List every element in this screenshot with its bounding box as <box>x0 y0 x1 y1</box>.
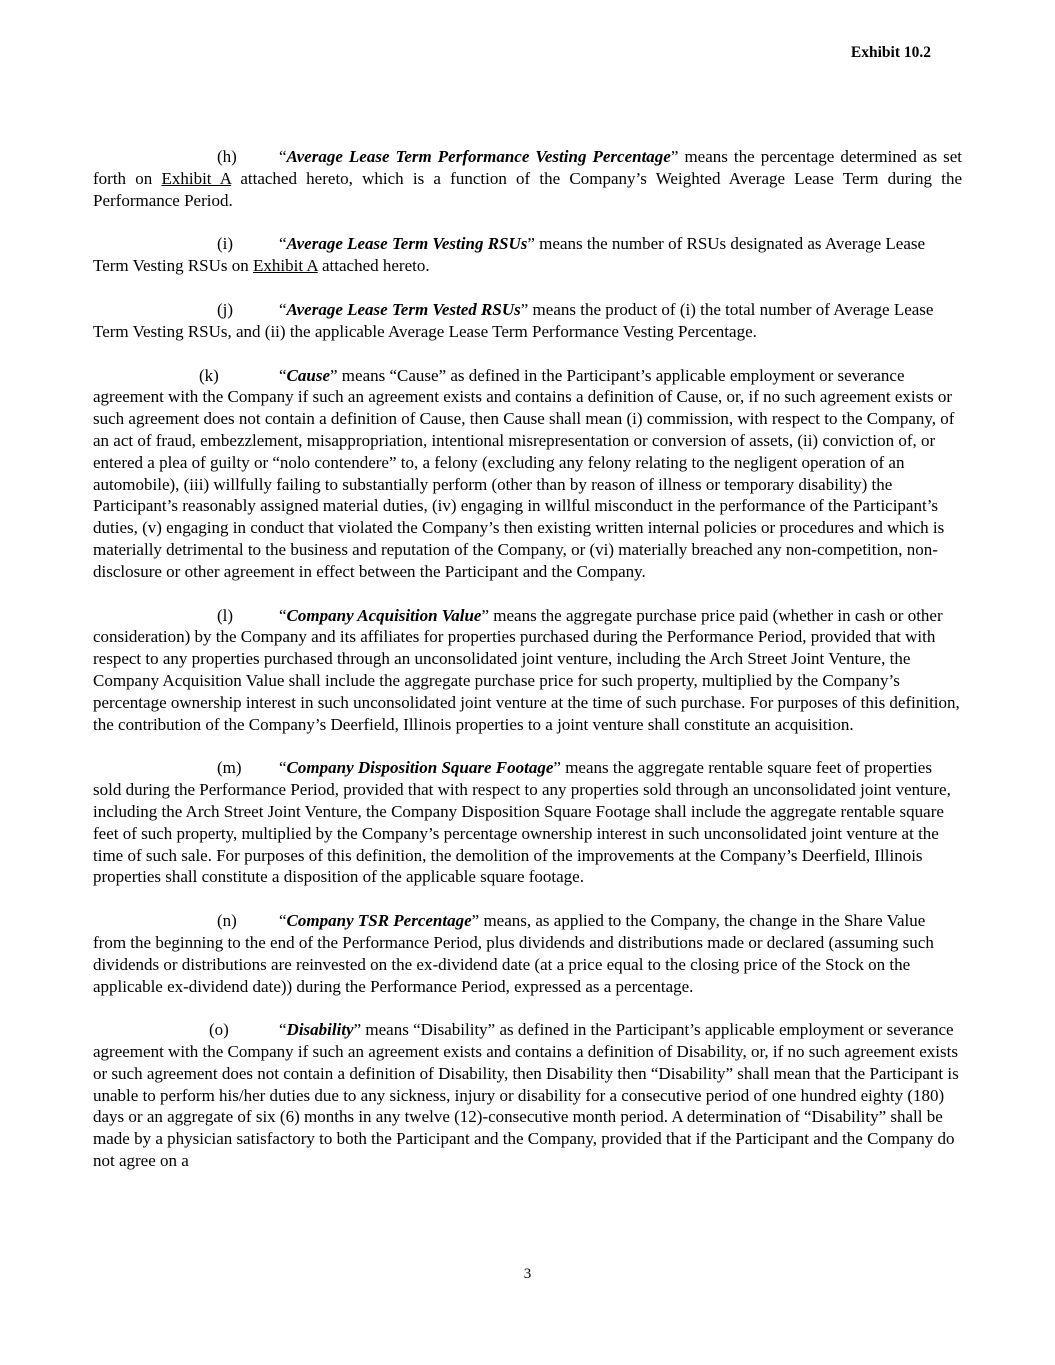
definition-o <box>93 1019 962 1172</box>
defined-term: Disability <box>286 1020 354 1040</box>
definition-text: ” means the number of RSUs designated as Average Lease Term Vesting RSUs on <box>93 234 926 276</box>
document-body <box>93 146 962 1194</box>
open-quote: “ <box>279 1020 287 1040</box>
definition-m <box>93 757 962 888</box>
defined-term: Average Lease Term Vested RSUs <box>286 299 521 319</box>
open-quote: “ <box>279 911 287 931</box>
defined-term: Company Disposition Square Footage <box>286 758 554 778</box>
open-quote: “ <box>279 605 287 625</box>
definition-text: attached hereto. <box>317 256 430 276</box>
definition-i <box>93 233 962 277</box>
definition-text: ” means “Cause” as defined in the Participant’s applicable employment or severance agreement with the Company if such an agreement exists and contains a definition of Cause, or, if no such agreement exists or such agreement does not contain a definition of Cause, then Cause shall mean (i) commission, with respect to the Company, of an act of fraud, embezzlement, misappropriation, intentional misrepresentation or conversion of assets, (ii) conviction of, or entered a plea of guilty or “nolo contendere” to, a felony (excluding any felony relating to the negligent operation of an automobile), (iii) willfully failing to substantially perform (other than by reason of illness or temporary disability) the Participant’s reasonably assigned material duties, (iv) engaging in willful misconduct in the performance of the Participant’s duties, (v) engaging in conduct that violated the Company’s then existing written internal policies or procedures and which is materially detrimental to the business and reputation of the Company, or (vi) materially breached any non-competition, non-disclosure or other agreement in effect between the Participant and the Company. <box>93 365 955 581</box>
definition-label: (o) <box>209 1020 229 1040</box>
definition-k <box>93 365 962 583</box>
definition-n <box>93 910 962 997</box>
definition-label: (m) <box>217 758 242 778</box>
open-quote: “ <box>279 147 287 166</box>
open-quote: “ <box>279 758 287 778</box>
open-quote: “ <box>279 299 287 319</box>
definition-text: ” means the percentage determined as set forth on <box>93 147 962 188</box>
definition-text: ” means the aggregate rentable square feet of properties sold during the Performance Period, provided that with respect to any properties sold through an unconsolidated joint venture, including the Arch Street Joint Venture, the Company Disposition Square Footage shall include the aggregate rentable square feet of such property, multiplied by the Company’s percentage ownership interest in such unconsolidated joint venture at the time of such sale. For purposes of this definition, the demolition of the improvements at the Company’s Deerfield, Illinois properties shall constitute a disposition of the applicable square footage. <box>93 758 951 887</box>
definition-text: ” means the aggregate purchase price paid (whether in cash or other consideration) by the Company and its affiliates for properties purchased during the Performance Period, provided that with respect to any properties purchased through an unconsolidated joint venture, including the Arch Street Joint Venture, the Company Acquisition Value shall include the aggregate purchase price for such property, multiplied by the Company’s percentage ownership interest in such unconsolidated joint venture at the time of such purchase. For purposes of this definition, the contribution of the Company’s Deerfield, Illinois properties to a joint venture shall constitute an acquisition. <box>93 605 960 734</box>
definition-label: (i) <box>217 234 234 254</box>
defined-term: Average Lease Term Performance Vesting Percentage <box>286 147 671 166</box>
definition-label: (h) <box>217 147 237 166</box>
definition-text: ” means “Disability” as defined in the Participant’s applicable employment or severance agreement with the Company if such an agreement exists and contains a definition of Disability, or, if no such agreement exists or such agreement does not contain a definition of Disability, then Disability then “Disability” shall mean that the Participant is unable to perform his/her duties due to any sickness, injury or disability for a consecutive period of one hundred eighty (180) days or an aggregate of six (6) months in any twelve (12)-consecutive month period. A determination of “Disability” shall be made by a physician satisfactory to both the Participant and the Company, provided that if the Participant and the Company do not agree on a <box>93 1020 959 1171</box>
definition-label: (j) <box>217 299 234 319</box>
definition-h <box>93 146 962 211</box>
definition-j <box>93 299 962 343</box>
exhibit-a-reference: Exhibit A <box>161 168 232 188</box>
definition-text: ” means, as applied to the Company, the change in the Share Value from the beginning to the end of the Performance Period, plus dividends and distributions made or declared (assuming such dividends or distributions are reinvested on the ex-dividend date (at a price equal to the closing price of the Stock on the applicable ex-dividend date)) during the Performance Period, expressed as a percentage. <box>93 911 934 996</box>
exhibit-label: Exhibit 10.2 <box>850 44 931 61</box>
page-number: 3 <box>523 1266 532 1282</box>
definition-text: attached hereto, which is a function of the Company’s Weighted Average Lease Term during the Performance Period. <box>93 168 962 210</box>
definition-text: ” means the product of (i) the total number of Average Lease Term Vesting RSUs, and (ii) the applicable Average Lease Term Performance Vesting Percentage. <box>93 299 934 341</box>
open-quote: “ <box>279 234 287 254</box>
defined-term: Company Acquisition Value <box>286 605 482 625</box>
definition-label: (n) <box>217 911 237 931</box>
open-quote: “ <box>279 365 287 385</box>
defined-term: Average Lease Term Vesting RSUs <box>286 234 528 254</box>
definition-label: (k) <box>199 365 219 385</box>
defined-term: Company TSR Percentage <box>286 911 472 931</box>
exhibit-a-reference: Exhibit A <box>253 256 318 276</box>
defined-term: Cause <box>286 365 331 385</box>
definition-label: (l) <box>217 605 234 625</box>
definition-l <box>93 605 962 736</box>
